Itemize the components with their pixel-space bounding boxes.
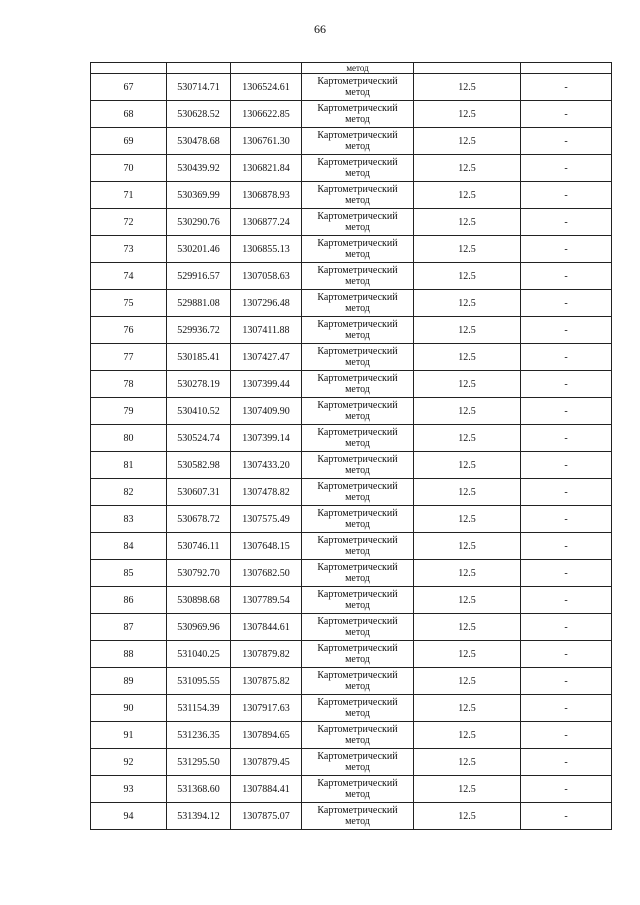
method-line-2: метод (345, 411, 370, 422)
y-coordinate-cell: 1307409.90 (231, 398, 302, 425)
table-row (91, 182, 612, 209)
method-line-2: метод (345, 654, 370, 665)
accuracy-cell: 12.5 (414, 506, 521, 533)
method-line-2: метод (345, 195, 370, 206)
accuracy-cell: 12.5 (414, 641, 521, 668)
method-cell (302, 749, 414, 776)
note-cell: - (521, 452, 612, 479)
y-coordinate-cell: 1306821.84 (231, 155, 302, 182)
table-row (91, 506, 612, 533)
note-cell: - (521, 722, 612, 749)
point-number-cell: 67 (91, 74, 167, 101)
table-row (91, 344, 612, 371)
accuracy-cell: 12.5 (414, 479, 521, 506)
x-coordinate-cell: 529936.72 (167, 317, 231, 344)
table-row (91, 533, 612, 560)
method-cell (302, 722, 414, 749)
accuracy-cell: 12.5 (414, 263, 521, 290)
note-cell: - (521, 614, 612, 641)
x-coordinate-cell: 530524.74 (167, 425, 231, 452)
point-number-cell: 71 (91, 182, 167, 209)
coordinates-table (90, 62, 612, 830)
accuracy-cell: 12.5 (414, 560, 521, 587)
note-cell: - (521, 290, 612, 317)
accuracy-cell: 12.5 (414, 398, 521, 425)
point-number-cell: 75 (91, 290, 167, 317)
note-cell: - (521, 587, 612, 614)
y-coordinate-cell: 1307296.48 (231, 290, 302, 317)
method-line-1: Картометрический (317, 616, 398, 627)
note-cell: - (521, 560, 612, 587)
table-row (91, 668, 612, 695)
y-coordinate-cell: 1306855.13 (231, 236, 302, 263)
note-cell: - (521, 398, 612, 425)
y-coordinate-cell: 1307058.63 (231, 263, 302, 290)
method-line-1: Картометрический (317, 373, 398, 384)
method-cell (302, 533, 414, 560)
method-line-2: метод (345, 168, 370, 179)
y-coordinate-cell: 1306524.61 (231, 74, 302, 101)
point-number-cell: 94 (91, 803, 167, 830)
continuation-cell-y (231, 63, 302, 74)
note-cell: - (521, 695, 612, 722)
method-cell (302, 371, 414, 398)
y-coordinate-cell: 1307399.44 (231, 371, 302, 398)
accuracy-cell: 12.5 (414, 803, 521, 830)
table-row (91, 749, 612, 776)
table-row (91, 236, 612, 263)
table-row (91, 641, 612, 668)
method-line-1: Картометрический (317, 778, 398, 789)
y-coordinate-cell: 1307875.07 (231, 803, 302, 830)
note-cell: - (521, 344, 612, 371)
method-line-1: Картометрический (317, 724, 398, 735)
accuracy-cell: 12.5 (414, 182, 521, 209)
table-row (91, 317, 612, 344)
y-coordinate-cell: 1307894.65 (231, 722, 302, 749)
method-line-1: Картометрический (317, 346, 398, 357)
y-coordinate-cell: 1307789.54 (231, 587, 302, 614)
method-line-2: метод (345, 438, 370, 449)
table-row (91, 155, 612, 182)
accuracy-cell: 12.5 (414, 74, 521, 101)
point-number-cell: 68 (91, 101, 167, 128)
x-coordinate-cell: 530201.46 (167, 236, 231, 263)
method-line-2: метод (345, 816, 370, 827)
y-coordinate-cell: 1306761.30 (231, 128, 302, 155)
point-number-cell: 91 (91, 722, 167, 749)
method-cell (302, 614, 414, 641)
method-line-2: метод (345, 789, 370, 800)
x-coordinate-cell: 530746.11 (167, 533, 231, 560)
method-cell (302, 236, 414, 263)
y-coordinate-cell: 1306877.24 (231, 209, 302, 236)
method-line-2: метод (345, 357, 370, 368)
method-cell (302, 560, 414, 587)
point-number-cell: 93 (91, 776, 167, 803)
x-coordinate-cell: 530439.92 (167, 155, 231, 182)
x-coordinate-cell: 530628.52 (167, 101, 231, 128)
method-line-1: Картометрический (317, 292, 398, 303)
x-coordinate-cell: 529916.57 (167, 263, 231, 290)
accuracy-cell: 12.5 (414, 668, 521, 695)
method-cell (302, 263, 414, 290)
table-row (91, 128, 612, 155)
continuation-row (91, 63, 612, 74)
y-coordinate-cell: 1307879.82 (231, 641, 302, 668)
x-coordinate-cell: 530290.76 (167, 209, 231, 236)
table-row (91, 74, 612, 101)
method-cell (302, 209, 414, 236)
note-cell: - (521, 209, 612, 236)
point-number-cell: 84 (91, 533, 167, 560)
note-cell: - (521, 803, 612, 830)
continuation-cell-note (521, 63, 612, 74)
method-cell (302, 506, 414, 533)
note-cell: - (521, 749, 612, 776)
point-number-cell: 81 (91, 452, 167, 479)
y-coordinate-cell: 1307682.50 (231, 560, 302, 587)
accuracy-cell: 12.5 (414, 128, 521, 155)
table-row (91, 290, 612, 317)
point-number-cell: 74 (91, 263, 167, 290)
x-coordinate-cell: 530369.99 (167, 182, 231, 209)
x-coordinate-cell: 531236.35 (167, 722, 231, 749)
accuracy-cell: 12.5 (414, 101, 521, 128)
point-number-cell: 83 (91, 506, 167, 533)
method-cell (302, 290, 414, 317)
point-number-cell: 86 (91, 587, 167, 614)
note-cell: - (521, 317, 612, 344)
method-line-2: метод (345, 465, 370, 476)
table-row (91, 560, 612, 587)
method-cell (302, 641, 414, 668)
x-coordinate-cell: 531154.39 (167, 695, 231, 722)
method-line-1: Картометрический (317, 670, 398, 681)
x-coordinate-cell: 531040.25 (167, 641, 231, 668)
y-coordinate-cell: 1307575.49 (231, 506, 302, 533)
point-number-cell: 89 (91, 668, 167, 695)
accuracy-cell: 12.5 (414, 236, 521, 263)
x-coordinate-cell: 531295.50 (167, 749, 231, 776)
method-line-1: Картометрический (317, 643, 398, 654)
method-cell (302, 74, 414, 101)
y-coordinate-cell: 1307648.15 (231, 533, 302, 560)
note-cell: - (521, 776, 612, 803)
accuracy-cell: 12.5 (414, 317, 521, 344)
x-coordinate-cell: 530969.96 (167, 614, 231, 641)
method-line-1: Картометрический (317, 211, 398, 222)
method-line-1: Картометрический (317, 589, 398, 600)
method-line-1: Картометрический (317, 130, 398, 141)
method-cell (302, 128, 414, 155)
table-row (91, 452, 612, 479)
x-coordinate-cell: 530478.68 (167, 128, 231, 155)
point-number-cell: 80 (91, 425, 167, 452)
accuracy-cell: 12.5 (414, 614, 521, 641)
note-cell: - (521, 479, 612, 506)
method-line-2: метод (345, 384, 370, 395)
method-line-1: Картометрический (317, 805, 398, 816)
method-line-2: метод (345, 87, 370, 98)
method-line-1: Картометрический (317, 319, 398, 330)
note-cell: - (521, 263, 612, 290)
point-number-cell: 79 (91, 398, 167, 425)
method-line-2: метод (345, 492, 370, 503)
x-coordinate-cell: 530582.98 (167, 452, 231, 479)
accuracy-cell: 12.5 (414, 749, 521, 776)
method-cell (302, 668, 414, 695)
accuracy-cell: 12.5 (414, 776, 521, 803)
method-line-2: метод (345, 600, 370, 611)
y-coordinate-cell: 1306622.85 (231, 101, 302, 128)
method-cell (302, 317, 414, 344)
note-cell: - (521, 155, 612, 182)
method-line-1: Картометрический (317, 427, 398, 438)
method-line-2: метод (345, 762, 370, 773)
method-line-2: метод (345, 627, 370, 638)
method-line-1: Картометрический (317, 238, 398, 249)
method-line-1: Картометрический (317, 157, 398, 168)
note-cell: - (521, 101, 612, 128)
accuracy-cell: 12.5 (414, 533, 521, 560)
method-cell (302, 587, 414, 614)
table-row (91, 479, 612, 506)
point-number-cell: 85 (91, 560, 167, 587)
table-row (91, 722, 612, 749)
y-coordinate-cell: 1307478.82 (231, 479, 302, 506)
method-line-1: Картометрический (317, 400, 398, 411)
point-number-cell: 82 (91, 479, 167, 506)
method-line-1: Картометрический (317, 103, 398, 114)
table-row (91, 776, 612, 803)
accuracy-cell: 12.5 (414, 371, 521, 398)
note-cell: - (521, 668, 612, 695)
accuracy-cell: 12.5 (414, 290, 521, 317)
method-cell (302, 344, 414, 371)
table-row (91, 398, 612, 425)
accuracy-cell: 12.5 (414, 209, 521, 236)
continuation-cell-num (91, 63, 167, 74)
method-line-2: метод (345, 735, 370, 746)
accuracy-cell: 12.5 (414, 452, 521, 479)
accuracy-cell: 12.5 (414, 425, 521, 452)
method-line-2: метод (345, 222, 370, 233)
method-line-2: метод (345, 276, 370, 287)
accuracy-cell: 12.5 (414, 587, 521, 614)
method-cell (302, 776, 414, 803)
y-coordinate-cell: 1307433.20 (231, 452, 302, 479)
table-row (91, 803, 612, 830)
x-coordinate-cell: 530185.41 (167, 344, 231, 371)
x-coordinate-cell: 531368.60 (167, 776, 231, 803)
y-coordinate-cell: 1306878.93 (231, 182, 302, 209)
note-cell: - (521, 236, 612, 263)
note-cell: - (521, 182, 612, 209)
method-line-1: Картометрический (317, 535, 398, 546)
table-row (91, 263, 612, 290)
y-coordinate-cell: 1307875.82 (231, 668, 302, 695)
table-row (91, 101, 612, 128)
method-cell (302, 155, 414, 182)
point-number-cell: 88 (91, 641, 167, 668)
method-line-1: Картометрический (317, 697, 398, 708)
point-number-cell: 90 (91, 695, 167, 722)
method-cell (302, 182, 414, 209)
x-coordinate-cell: 530898.68 (167, 587, 231, 614)
y-coordinate-cell: 1307411.88 (231, 317, 302, 344)
x-coordinate-cell: 531394.12 (167, 803, 231, 830)
point-number-cell: 87 (91, 614, 167, 641)
table-row (91, 209, 612, 236)
x-coordinate-cell: 530714.71 (167, 74, 231, 101)
x-coordinate-cell: 530678.72 (167, 506, 231, 533)
point-number-cell: 72 (91, 209, 167, 236)
x-coordinate-cell: 530410.52 (167, 398, 231, 425)
method-line-1: Картометрический (317, 751, 398, 762)
method-line-2: метод (345, 681, 370, 692)
accuracy-cell: 12.5 (414, 695, 521, 722)
method-line-2: метод (345, 141, 370, 152)
accuracy-cell: 12.5 (414, 722, 521, 749)
x-coordinate-cell: 530278.19 (167, 371, 231, 398)
method-line-2: метод (345, 249, 370, 260)
table-row (91, 371, 612, 398)
x-coordinate-cell: 531095.55 (167, 668, 231, 695)
point-number-cell: 69 (91, 128, 167, 155)
method-cell (302, 695, 414, 722)
method-line-2: метод (345, 519, 370, 530)
method-cell (302, 452, 414, 479)
point-number-cell: 73 (91, 236, 167, 263)
note-cell: - (521, 128, 612, 155)
y-coordinate-cell: 1307879.45 (231, 749, 302, 776)
x-coordinate-cell: 530792.70 (167, 560, 231, 587)
method-cell (302, 398, 414, 425)
continuation-cell-method: метод (302, 63, 414, 74)
method-line-1: Картометрический (317, 265, 398, 276)
accuracy-cell: 12.5 (414, 344, 521, 371)
method-line-1: Картометрический (317, 76, 398, 87)
y-coordinate-cell: 1307427.47 (231, 344, 302, 371)
method-line-2: метод (345, 303, 370, 314)
method-line-1: Картометрический (317, 481, 398, 492)
point-number-cell: 78 (91, 371, 167, 398)
note-cell: - (521, 533, 612, 560)
method-line-2: метод (345, 330, 370, 341)
method-line-2: метод (345, 573, 370, 584)
point-number-cell: 77 (91, 344, 167, 371)
method-cell (302, 101, 414, 128)
page-number: 66 (314, 22, 326, 36)
table-row (91, 587, 612, 614)
method-line-1: Картометрический (317, 562, 398, 573)
y-coordinate-cell: 1307399.14 (231, 425, 302, 452)
note-cell: - (521, 425, 612, 452)
y-coordinate-cell: 1307917.63 (231, 695, 302, 722)
y-coordinate-cell: 1307844.61 (231, 614, 302, 641)
method-line-1: Картометрический (317, 508, 398, 519)
method-line-1: Картометрический (317, 184, 398, 195)
method-cell (302, 479, 414, 506)
continuation-cell-x (167, 63, 231, 74)
x-coordinate-cell: 529881.08 (167, 290, 231, 317)
method-line-2: метод (345, 114, 370, 125)
note-cell: - (521, 371, 612, 398)
continuation-cell-accuracy (414, 63, 521, 74)
point-number-cell: 76 (91, 317, 167, 344)
method-line-2: метод (345, 708, 370, 719)
table-row (91, 695, 612, 722)
method-line-2: метод (345, 546, 370, 557)
note-cell: - (521, 74, 612, 101)
x-coordinate-cell: 530607.31 (167, 479, 231, 506)
y-coordinate-cell: 1307884.41 (231, 776, 302, 803)
coordinates-table-body (91, 63, 612, 830)
point-number-cell: 92 (91, 749, 167, 776)
method-cell (302, 425, 414, 452)
note-cell: - (521, 641, 612, 668)
table-row (91, 614, 612, 641)
table-row (91, 425, 612, 452)
point-number-cell: 70 (91, 155, 167, 182)
note-cell: - (521, 506, 612, 533)
accuracy-cell: 12.5 (414, 155, 521, 182)
method-cell (302, 803, 414, 830)
method-line-1: Картометрический (317, 454, 398, 465)
